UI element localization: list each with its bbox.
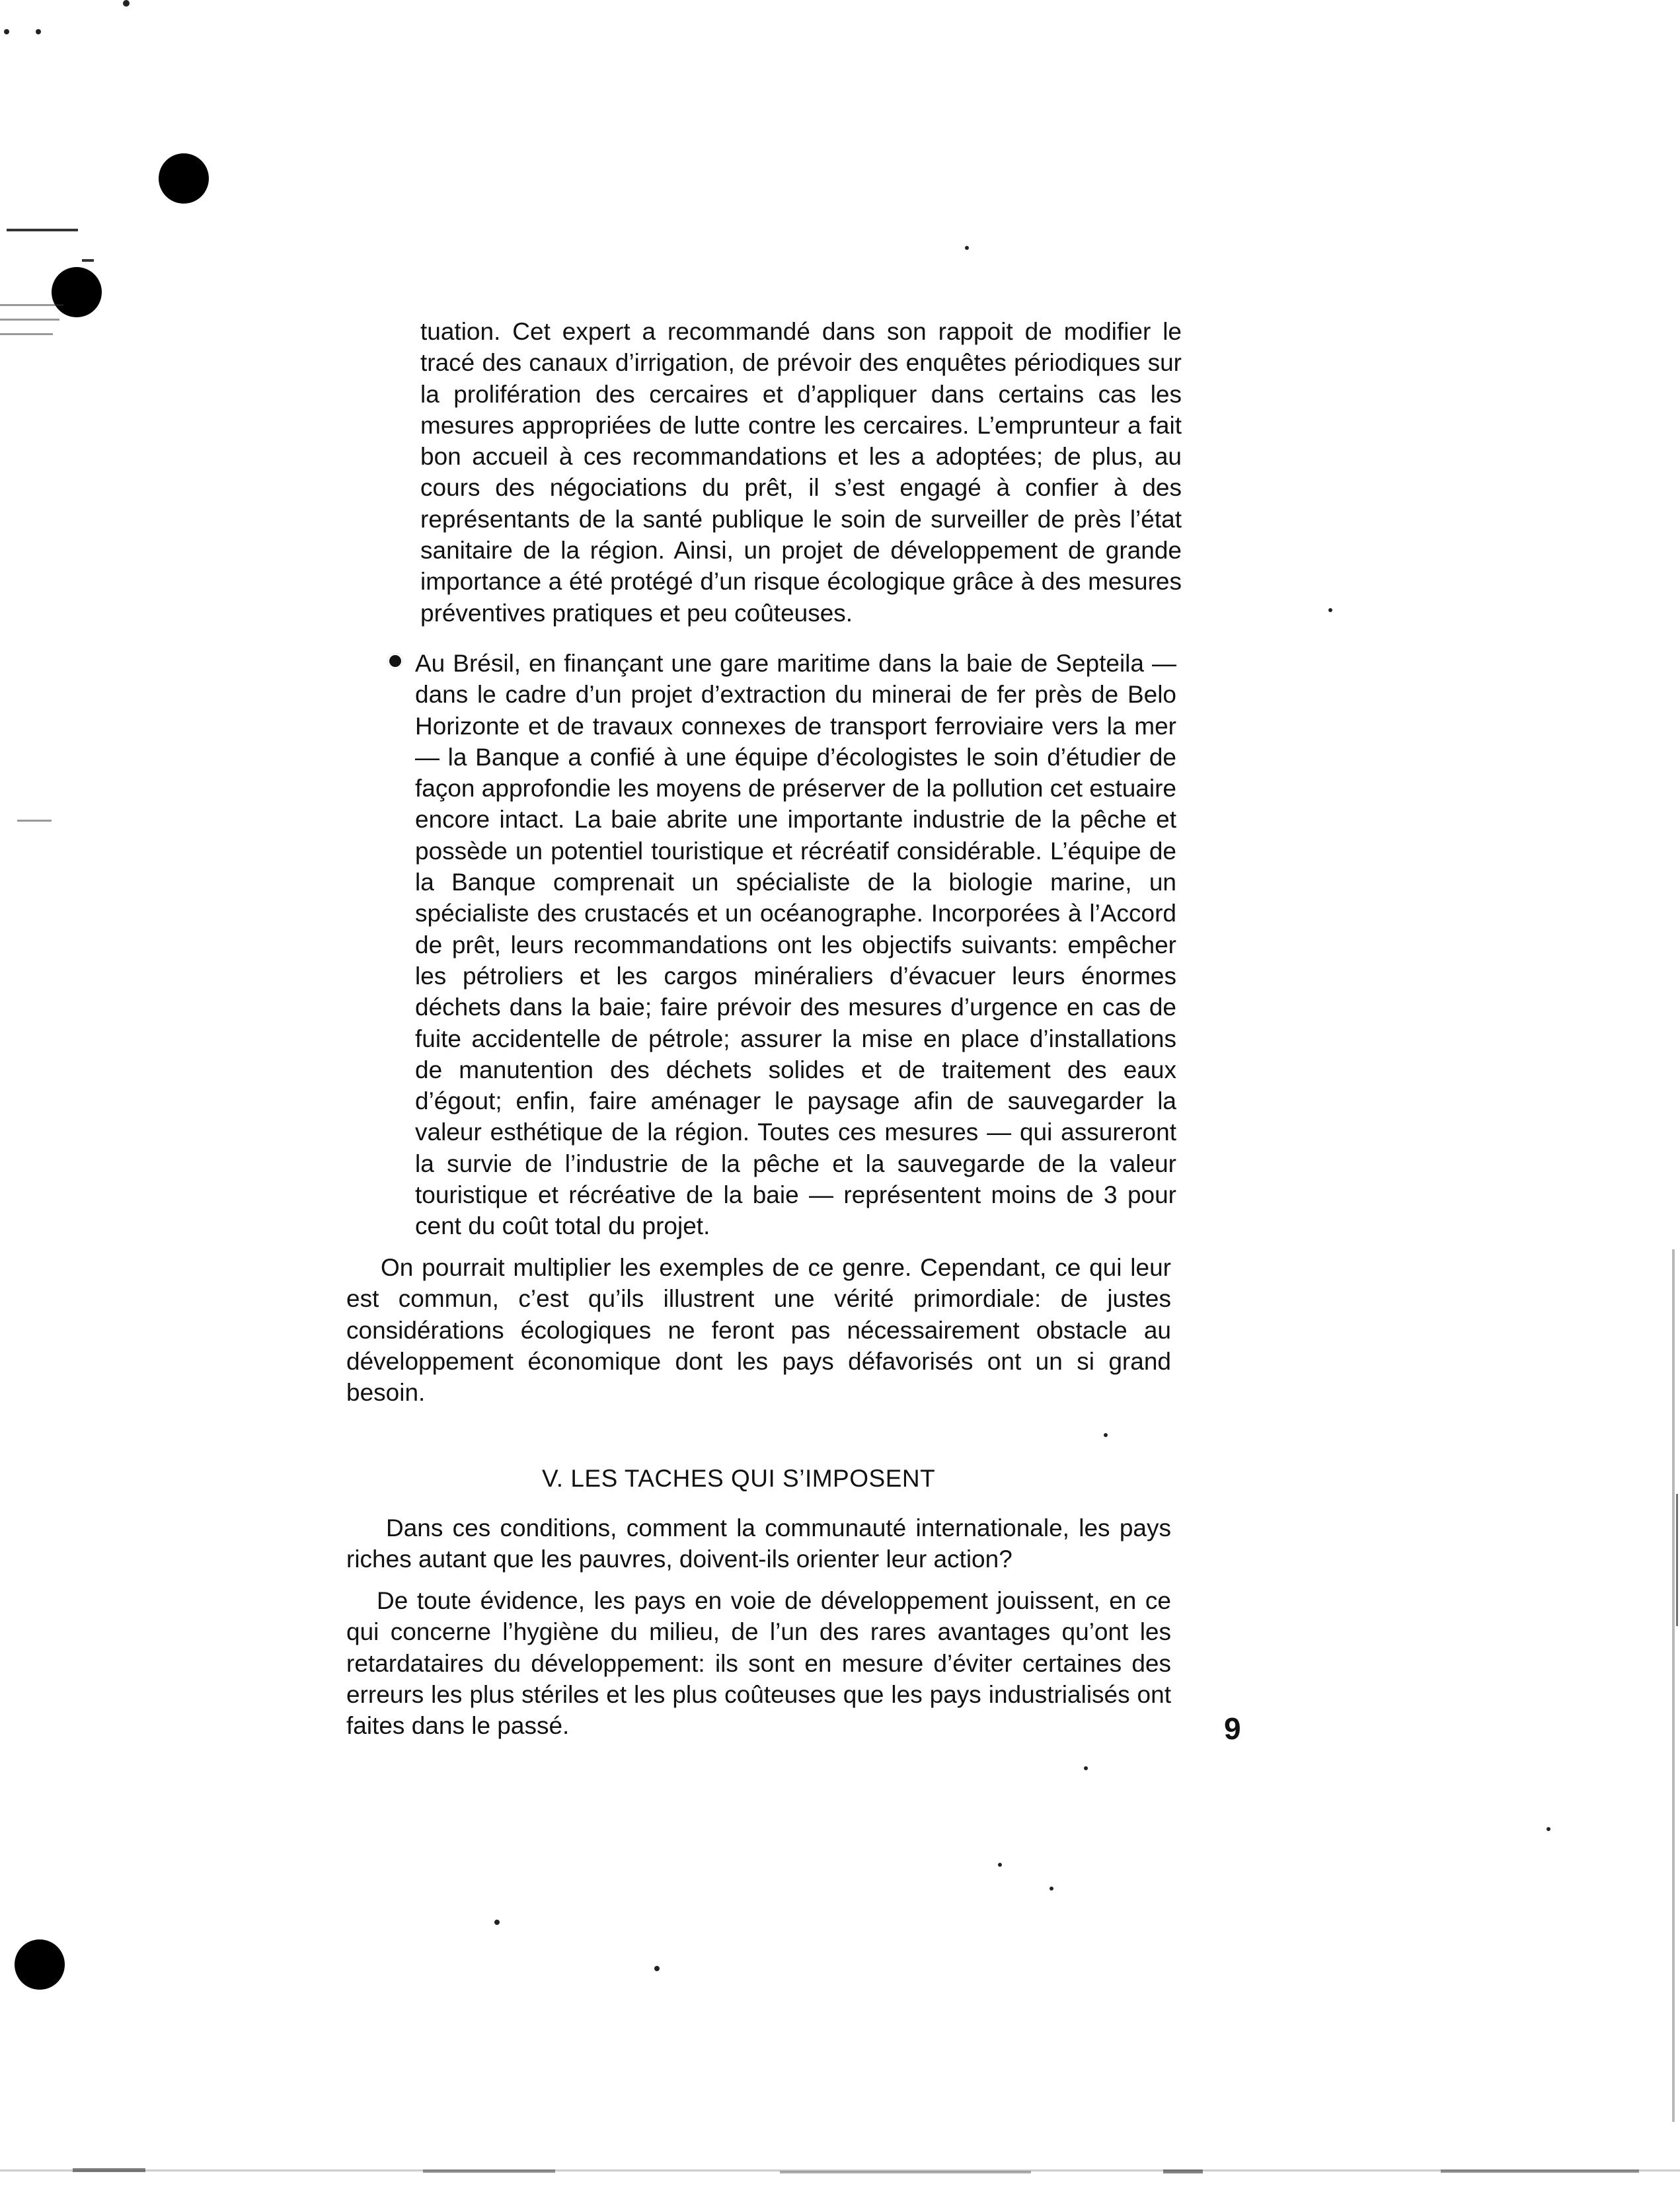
punch-hole-bottom: [15, 1939, 65, 1990]
section-paragraph-2-block: [346, 1585, 1171, 1741]
bullet-icon: [387, 653, 403, 669]
continuation-paragraph: tuation. Cet expert a recommandé dans son rappoit de modifier le tracé des canaux d’irrigation, de prévoir des enquêtes périodiques sur la prolifération des cercaires et d’appliquer dans certains cas les mesures appropriées de lutte contre les cercaires. L’emprunteur a fait bon accueil à ces recommandations et les a adoptées; de plus, au cours des négociations du prêt, il s’est engagé à confier à des représentants de la santé publique le soin de surveiller de près l’état sanitaire de la région. Ainsi, un projet de développement de grande importance a été protégé d’un risque écologique grâce à des mesures préventives pratiques et peu coûteuses.: [420, 318, 1182, 627]
scan-speck: [494, 1920, 500, 1925]
scan-artifact: [7, 229, 78, 231]
scan-artifact: [1672, 1249, 1675, 2122]
punch-hole-middle: [52, 267, 102, 317]
bullet-paragraph-block: [415, 648, 1176, 1242]
scan-speck: [36, 29, 41, 34]
scan-speck: [998, 1863, 1002, 1867]
scan-speck: [4, 29, 9, 34]
summary-paragraph-block: [346, 1252, 1171, 1408]
section-paragraph-1: Dans ces conditions, comment la communauté internationale, les pays riches autant que les pauvres, doivent-ils orienter leur action?: [346, 1514, 1171, 1573]
continuation-paragraph-block: [420, 316, 1182, 629]
scan-speck: [965, 246, 969, 250]
scan-artifact: [780, 2171, 1031, 2173]
scan-speck: [1084, 1766, 1088, 1770]
scan-artifact: [73, 2168, 145, 2172]
scan-speck: [1104, 1433, 1108, 1437]
section-paragraph-1-block: [346, 1512, 1171, 1575]
scan-artifact: [0, 319, 59, 321]
section-paragraph-2: De toute évidence, les pays en voie de développement jouissent, en ce qui concerne l’hygiène du milieu, de l’un des rares avantages qu’ont les retardataires du développement: ils sont en mesure d’éviter certaines des erreurs les plus stériles et les plus coûteuses que les pays industrialisés ont faites dans le passé.: [346, 1587, 1171, 1740]
scan-artifact: [17, 820, 52, 822]
scan-artifact: [1676, 1494, 1678, 1626]
scan-speck: [1328, 608, 1332, 612]
scan-artifact: [1163, 2169, 1203, 2173]
section-heading: V. LES TACHES QUI S’IMPOSENT: [542, 1465, 936, 1492]
scan-artifact: [1441, 2169, 1639, 2173]
scan-artifact: [0, 333, 53, 335]
scan-speck: [1050, 1887, 1053, 1891]
scan-speck: [654, 1966, 660, 1971]
scan-artifact: [0, 304, 63, 306]
scan-artifact: [82, 259, 94, 262]
scan-speck: [1546, 1827, 1550, 1831]
page-number: 9: [1224, 1711, 1241, 1746]
scan-speck: [123, 0, 130, 7]
scan-artifact: [423, 2169, 555, 2173]
punch-hole-top: [159, 153, 209, 204]
bullet-paragraph: Au Brésil, en finançant une gare maritime dans la baie de Septeila — dans le cadre d’un projet d’extraction du minerai de fer près de Belo Horizonte et de travaux connexes de transport ferroviaire vers la mer — la Banque a confié à une équipe d’écologistes le soin d’étudier de façon approfondie les moyens de préserver de la pollution cet estuaire encore intact. La baie abrite une importante industrie de la pêche et possède un potentiel touristique et récréatif considérable. L’équipe de la Banque comprenait un spécialiste de la biologie marine, un spécialiste des crustacés et un océanographe. Incorporées à l’Accord de prêt, leurs recommandations ont les objectifs suivants: empêcher les pétroliers et les cargos minéraliers d’évacuer leurs énormes déchets dans la baie; faire prévoir des mesures d’urgence en cas de fuite accidentelle de pétrole; assurer la mise en place d’installations de manutention des déchets solides et de traitement des eaux d’égout; enfin, faire aménager le paysage afin de sauvegarder la valeur esthétique de la région. Toutes ces mesures — qui assureront la survie de l’industrie de la pêche et la sauvegarde de la valeur touristique et récréative de la baie — représentent moins de 3 pour cent du coût total du projet.: [415, 650, 1176, 1240]
summary-paragraph: On pourrait multiplier les exemples de ce genre. Cependant, ce qui leur est commun, c’est qu’ils illustrent une vérité primordiale: de justes considérations écologiques ne feront pas nécessairement obstacle au développement économique dont les pays défavorisés ont un si grand besoin.: [346, 1254, 1171, 1407]
